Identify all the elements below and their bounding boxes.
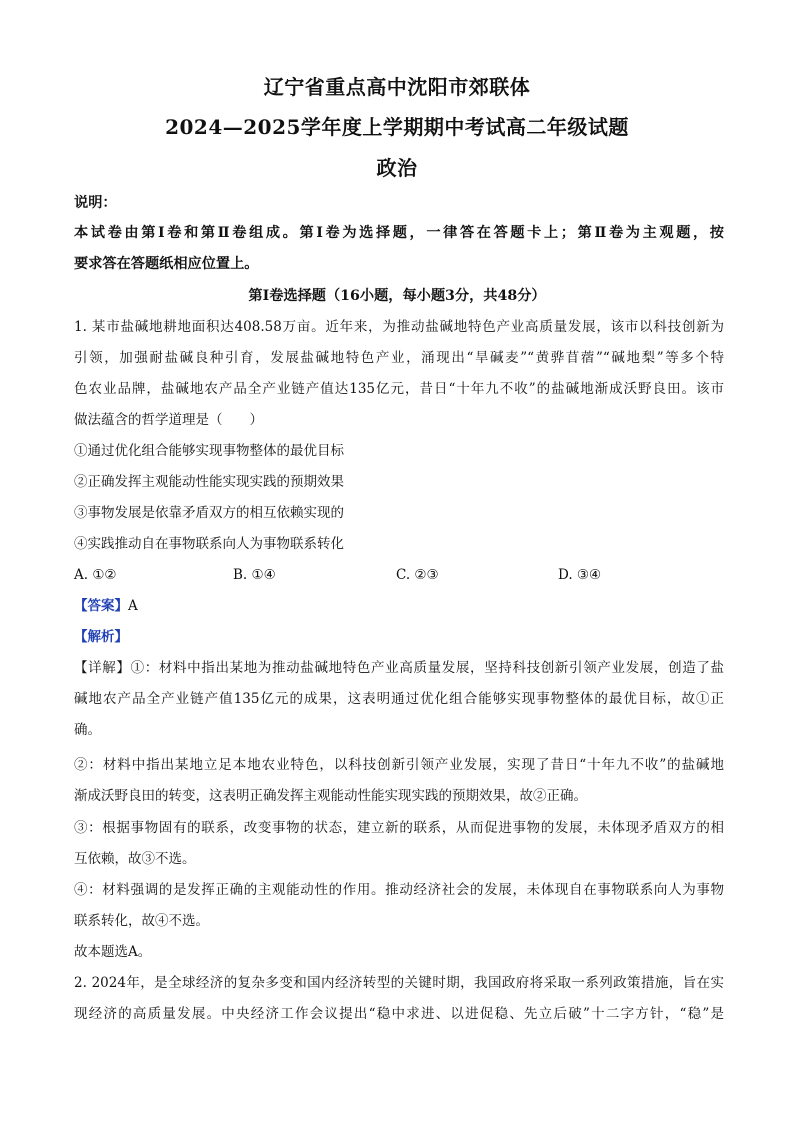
q1-stem-line-2: 引领，加强耐盐碱良种引育，发展盐碱地特色产业，涌现出“旱碱麦”“黄骅苜蓿”“碱地梨”等多个特 [74,350,724,366]
q1-option-d: D. ③④ [558,567,602,583]
detail-label: 【详解】 [74,660,131,676]
q1-statement-2: ②正确发挥主观能动性能实现实践的预期效果 [74,474,344,490]
q1-detail-4-line-2: 联系转化，故④不选。 [74,913,209,929]
intro-line-1: 本试卷由第Ⅰ卷和第Ⅱ卷组成。第Ⅰ卷为选择题，一律答在答题卡上；第Ⅱ卷为主观题，按 [74,225,724,241]
title-exam-name: 2024—2025学年度上学期期中考试高二年级试题 [165,115,629,139]
answer-label: 【答案】 [74,598,128,614]
q1-option-c: C. ②③ [396,567,439,583]
q1-detail-1-line-2: 碱地农产品全产业链产值135亿元的成果，这表明通过优化组合能够实现事物整体的最优目标，故①正 [74,691,724,707]
analysis-label: 【解析】 [74,629,128,645]
q1-statement-3: ③事物发展是依靠矛盾双方的相互依赖实现的 [74,505,344,521]
q2-stem-line-2: 现经济的高质量发展。中央经济工作会议提出“稳中求进、以进促稳、先立后破”十二字方针，“稳”是 [74,1006,724,1022]
q1-conclusion: 故本题选A。 [74,944,152,960]
section-heading: 第Ⅰ卷选择题（16小题，每小题3分，共48分） [248,288,546,304]
q1-stem-line-1: 1. 某市盐碱地耕地面积达408.58万亩。近年来，为推动盐碱地特色产业高质量发展，该市以科技创新为 [74,319,724,335]
answer-value: A [128,598,138,614]
title-school-alliance: 辽宁省重点高中沈阳市郊联体 [263,75,531,99]
q1-statement-4: ④实践推动自在事物联系向人为事物联系转化 [74,536,344,552]
q1-analysis-row [74,627,724,647]
intro-label: 说明： [74,195,117,211]
q2-stem-line-1: 2. 2024年，是全球经济的复杂多变和国内经济转型的关键时期，我国政府将采取一系列政策措施，旨在实 [74,975,724,991]
q1-option-b: B. ①④ [233,567,276,583]
q1-stem-line-3: 色农业品牌，盐碱地农产品全产业链产值达135亿元，昔日“十年九不收”的盐碱地渐成沃野良田。该市 [74,381,724,397]
title-subject: 政治 [376,156,418,180]
q1-detail-3-line-2: 互依赖，故③不选。 [74,851,196,867]
intro-line-2: 要求答在答题纸相应位置上。 [74,256,259,272]
q1-answer-row [74,596,724,616]
q1-detail-4-line-1: ④：材料强调的是发挥正确的主观能动性的作用。推动经济社会的发展，未体现自在事物联系向人为事物 [74,882,724,898]
detail-1-text-1: ①：材料中指出某地为推动盐碱地特色产业高质量发展，坚持科技创新引领产业发展，创造了盐 [130,660,724,676]
q1-option-a: A. ①② [74,567,117,583]
q1-detail-1-line-1 [74,658,724,678]
q1-stem-line-4: 做法蕴含的哲学道理是（ ） [74,412,263,428]
q1-detail-2-line-2: 渐成沃野良田的转变，这表明正确发挥主观能动性能实现实践的预期效果，故②正确。 [74,788,587,804]
q1-detail-3-line-1: ③：根据事物固有的联系，改变事物的状态，建立新的联系，从而促进事物的发展，未体现矛盾双方的相 [74,820,724,836]
q1-detail-2-line-1: ②：材料中指出某地立足本地农业特色，以科技创新引领产业发展，实现了昔日“十年九不收”的盐碱地 [74,757,724,773]
q1-statement-1: ①通过优化组合能够实现事物整体的最优目标 [74,443,344,459]
q1-detail-1-line-3: 确。 [74,722,101,738]
